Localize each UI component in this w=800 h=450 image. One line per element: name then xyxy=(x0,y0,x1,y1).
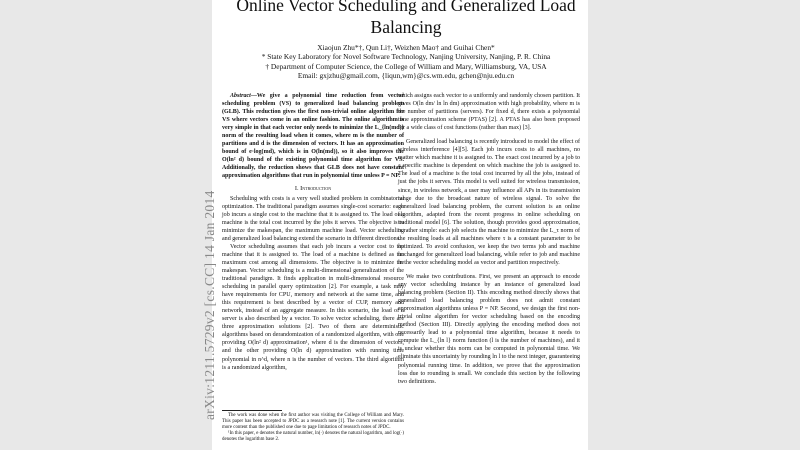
affiliation-2: † Department of Computer Science, the College of William and Mary, Williamsburg, VA, USA xyxy=(265,61,547,71)
author-names: Xiaojun Zhu*†, Qun Li†, Weizhen Mao† and Guihai Chen* xyxy=(317,43,495,52)
footnote-rule xyxy=(222,410,282,411)
author-block xyxy=(236,43,576,81)
left-column xyxy=(222,92,404,372)
right-column xyxy=(398,92,580,386)
section-heading-introduction: I. Introduction xyxy=(294,184,332,192)
footnotes xyxy=(222,410,404,443)
abstract-label: Abstract xyxy=(230,93,251,99)
intro-paragraph-2: Vector scheduling assumes that each job incurs a vector cost to the machine that it is assigned to. The load of a machine is defined as the maximum cost among all dimensions. The objective is to minimize the makespan. Vector scheduling is a multi-dimensional generalization of the traditional paradigm. It finds application in multi-dimensional resource scheduling in parallel query optimization [2]. For example, a task may have requirements for CPU, memory and network at the same time, and this requirement is best described by a vector of CUP, memory and network, instead of an aggregate measure. In this scenario, the load of a server is also described by a vector. To solve vector scheduling, there are three approximation solutions [2]. Two of them are deterministic algorithms based on derandomization of a randomized algorithm, with one providing O(ln² d) approximation¹, where d is the dimension of vectors, and the other providing O(ln d) approximation with running time polynomial in n^d, where n is the number of vectors. The third algorithm is a randomized algorithm, xyxy=(222,243,404,371)
abstract xyxy=(222,92,404,181)
paper-title: Online Vector Scheduling and Generalized Load Balancing xyxy=(236,0,576,37)
right-paragraph-3: We make two contributions. First, we present an approach to encode any vector scheduling instance by an instance of generalized load balancing problem (Section II). This encoding method directly shows that generalized load balancing problem does not admit constant approximation algorithms unless P = NP. Second, we design the first non-trivial online algorithm for vector scheduling based on the encoding method (Section III). Directly applying the encoding method does not necessarily lead to a polynomial time algorithm, because it needs to compute the L_{ln l} norm function (l is the number of machines), and it is unclear whether this norm can be computed in polynomial time. We eliminate this uncertainty by rounding ln l to the next integer, guaranteeing polynomial running time. In addition, we prove that the approximation loss due to rounding is small. We conclude this section by the following two definitions. xyxy=(398,273,580,385)
right-paragraph-1: which assigns each vector to a uniformly and randomly chosen partition. It gives O(ln dm/ ln ln dm) approximation with high probability, where m is the number of partitions (servers). For fixed d, there exists a polynomial time approximation scheme (PTAS) [2]. A PTAS has also been proposed for a wide class of cost functions (rather than max) [3]. xyxy=(398,93,580,132)
footnote-1: The work was done when the first author was visiting the College of William and Mary. This paper has been accepted to JPDC as a research note [1]. The current version contains more content than the published one due to page limitation of research notes of JPDC. xyxy=(222,413,404,431)
right-paragraph-2: Generalized load balancing is recently introduced to model the effect of wireless interference [4][5]. Each job incurs costs to all machines, no matter which machine it is assigned to. The exact cost incurred by a job to a specific machine is dependent on which machine the job is assigned to. The load of a machine is the total cost incurred by all the jobs, instead of just the jobs it serves. This model is well suited for wireless transmission, since, in wireless network, a user may influence all APs in its transmission range due to the broadcast nature of wireless signal. To solve the generalized load balancing problem, the current solution is an online algorithm, adapted from the recent progress in online scheduling on traditional model [6]. The solution, though provides good approximation, is rather simple: each job selects the machine to minimize the L_τ norm of the resulting loads at all machines where τ is a constant parameter to be optimized. To avoid confusion, we keep the two terms job and machine unchanged for generalized load balancing, while refer to job and machine in the vector scheduling model as vector and partition respectively. xyxy=(398,139,580,266)
arxiv-identifier: arXiv:1211.5729v2 [cs.CC] 14 Jan 2014 xyxy=(202,190,217,420)
footnote-2: ¹In this paper, e denotes the natural number, ln(·) denotes the natural logarithm, and log(·) denotes the logarithm base 2. xyxy=(222,431,404,443)
intro-paragraph-1: Scheduling with costs is a very well studied problem in combinatorial optimization. The traditional paradigm assumes single-cost scenario: each job incurs a single cost to the machine that it is assigned to. The load of a machine is the total cost incurred by the jobs it serves. The objective is to minimize the makespan, the maximum machine load. Vector scheduling and generalized load balancing extend the scenario in different directions. xyxy=(222,195,404,242)
abstract-text: —We give a polynomial time reduction from vector scheduling problem (VS) to generalized load balancing problem (GLB). This reduction gives the first non-trivial online algorithm for VS where vectors come in an online fashion. The online algorithm is very simple in that each vector only needs to minimize the L_{ln(md)} norm of the resulting load when it comes, where m is the number of partitions and d is the dimension of vectors. It has an approximation bound of e·log(md), which is in O(ln(md)), so it also improves the O(ln² d) bound of the existing polynomial time algorithm for VS. Additionally, the reduction shows that GLB does not have constant approximation algorithms that run in polynomial time unless P = NP. xyxy=(222,93,404,180)
author-emails: Email: gxjzhu@gmail.com, {liqun,wm}@cs.wm.edu, gchen@nju.edu.cn xyxy=(297,71,515,81)
affiliation-1: * State Key Laboratory for Novel Software Technology, Nanjing University, Nanjing, P. R. China xyxy=(261,52,551,62)
